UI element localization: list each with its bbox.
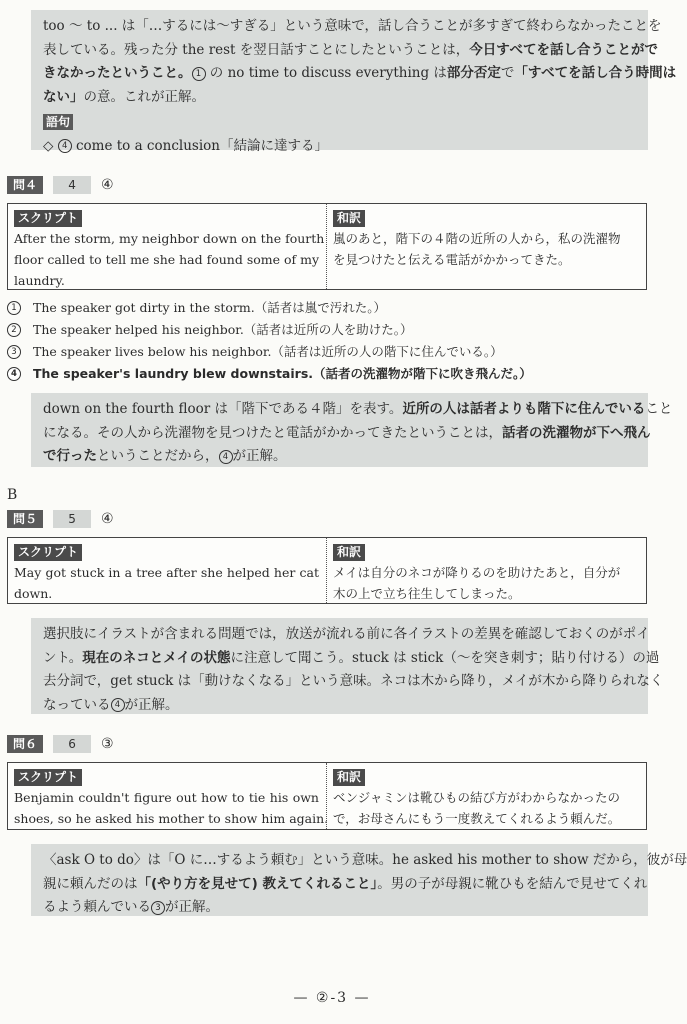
note-line: になる。その人から洗濯物を見つけたと電話がかかってきたということは，話者の洗濯物が下へ飛ん	[43, 424, 651, 441]
question-label: 問４	[7, 176, 43, 194]
note-line: 選択肢にイラストが含まれる問題では，放送が流れる前に各イラストの差異を確認しておくのがポイ	[43, 626, 650, 642]
question-number: 6	[53, 735, 91, 753]
option-item: 1 The speaker got dirty in the storm.（話者は嵐で汚れた。）	[7, 297, 532, 319]
translation-tag: 和訳	[333, 210, 365, 227]
note-line: なっている 4 が正解。	[43, 696, 179, 713]
script-line: shoes, so he asked his mother to show him again.	[14, 811, 329, 826]
script-column	[8, 538, 325, 603]
option-item: 2 The speaker helped his neighbor.（話者は近所の人を助けた。）	[7, 319, 532, 341]
question-header-q6	[7, 735, 114, 753]
vocab-entry: ◇ 4 come to a conclusion「結論に達する」	[43, 137, 328, 154]
note-line: ント。現在のネコとメイの状態に注意して聞こう。stuck は stick（〜を突き刺す；貼り付ける）の過	[43, 649, 660, 666]
choice-number-icon: 1	[7, 301, 21, 315]
explanation-box	[31, 393, 673, 467]
question-number: 4	[53, 176, 91, 194]
note-line: 〈ask O to do〉は「O に…するよう頼む」という意味。he asked his mother to show だから，彼が母	[43, 852, 687, 868]
note-line: ない」の意。これが正解。	[43, 88, 205, 105]
choice-number-icon: 4	[219, 450, 233, 464]
script-line: May got stuck in a tree after she helped her cat	[14, 565, 319, 580]
note-line: down on the fourth floor は「階下である４階」を表す。近所の人は話者よりも階下に住んでいること	[43, 401, 673, 417]
question-label: 問５	[7, 510, 43, 528]
script-line: down.	[14, 586, 53, 601]
choice-number-icon: 1	[192, 67, 206, 81]
choice-number-icon: 4	[7, 367, 21, 381]
choice-number-icon: 2	[7, 323, 21, 337]
translation-line: 嵐のあと，階下の４階の近所の人から，私の洗濯物	[333, 231, 621, 246]
translation-line: を見つけたと伝える電話がかかってきた。	[333, 252, 571, 267]
choice-number-icon: 3	[151, 901, 165, 915]
page-number: — ②-3 —	[293, 990, 371, 1006]
answer-mark: ③	[101, 736, 114, 752]
option-item: 3 The speaker lives below his neighbor.（話者は近所の人の階下に住んでいる。）	[7, 341, 532, 363]
explanation-box	[31, 844, 687, 916]
translation-column	[326, 763, 646, 829]
script-line: floor called to tell me she had found some of my	[14, 252, 320, 267]
translation-tag: 和訳	[333, 544, 365, 561]
choice-number-icon: 4	[111, 698, 125, 712]
section-label: B	[7, 487, 18, 503]
question-header-q4	[7, 176, 114, 194]
question-number: 5	[53, 510, 91, 528]
vocab-line	[43, 111, 636, 135]
translation-column	[326, 204, 646, 289]
translation-tag: 和訳	[333, 769, 365, 786]
note-line: 親に頼んだのは「(やり方を見せて) 教えてくれること」。男の子が母親に靴ひもを結んで見せてくれ	[43, 875, 648, 892]
note-line: で行ったということだから， 4 が正解。	[43, 448, 287, 464]
explanation-box	[31, 10, 677, 154]
script-column	[8, 204, 325, 289]
translation-line: 木の上で立ち往生してしまった。	[333, 586, 521, 601]
note-line: るよう頼んでいる 3 が正解。	[43, 899, 219, 915]
answer-mark: ④	[101, 177, 114, 193]
choice-number-icon: 4	[58, 139, 72, 153]
script-column	[8, 763, 329, 829]
options-list-q4	[7, 297, 532, 385]
vocab-label: 語句	[43, 114, 73, 130]
script-tag: スクリプト	[14, 769, 82, 786]
script-box-q6	[7, 762, 647, 830]
translation-line: で，お母さんにもう一度教えてくれるよう頼んだ。	[333, 811, 621, 826]
answer-mark: ④	[101, 511, 114, 527]
script-tag: スクリプト	[14, 210, 82, 227]
script-line: After the storm, my neighbor down on the fourth	[14, 231, 325, 246]
script-line: Benjamin couldn't figure out how to tie his own	[14, 790, 319, 805]
note-line: 去分詞で，get stuck は「動けなくなる」という意味。ネコは木から降り，メイが木から降りられなく	[43, 673, 664, 689]
translation-line: メイは自分のネコが降りるのを助けたあと，自分が	[333, 565, 621, 580]
script-box-q5	[7, 537, 647, 604]
note-line: too 〜 to ... は「…するには〜すぎる」という意味で，話し合うことが多すぎて終わらなかったことを	[43, 18, 662, 34]
translation-column	[326, 538, 646, 603]
script-tag: スクリプト	[14, 544, 82, 561]
question-label: 問６	[7, 735, 43, 753]
note-line: きなかったということ。 1 の no time to discuss everything は部分否定で「すべてを話し合う時間は	[43, 65, 677, 81]
question-header-q5	[7, 510, 114, 528]
translation-line: ベンジャミンは靴ひもの結び方がわからなかったの	[333, 790, 620, 805]
option-item-correct: 4 The speaker's laundry blew downstairs.（話者の洗濯物が階下に吹き飛んだ。）	[7, 363, 532, 385]
note-line: 表している。残った分 the rest を翌日話すことにしたということは，今日すべてを話し合うことがで	[43, 41, 659, 58]
choice-number-icon: 3	[7, 345, 21, 359]
script-line: laundry.	[14, 273, 65, 288]
script-box-q4	[7, 203, 647, 290]
explanation-box	[31, 618, 664, 714]
